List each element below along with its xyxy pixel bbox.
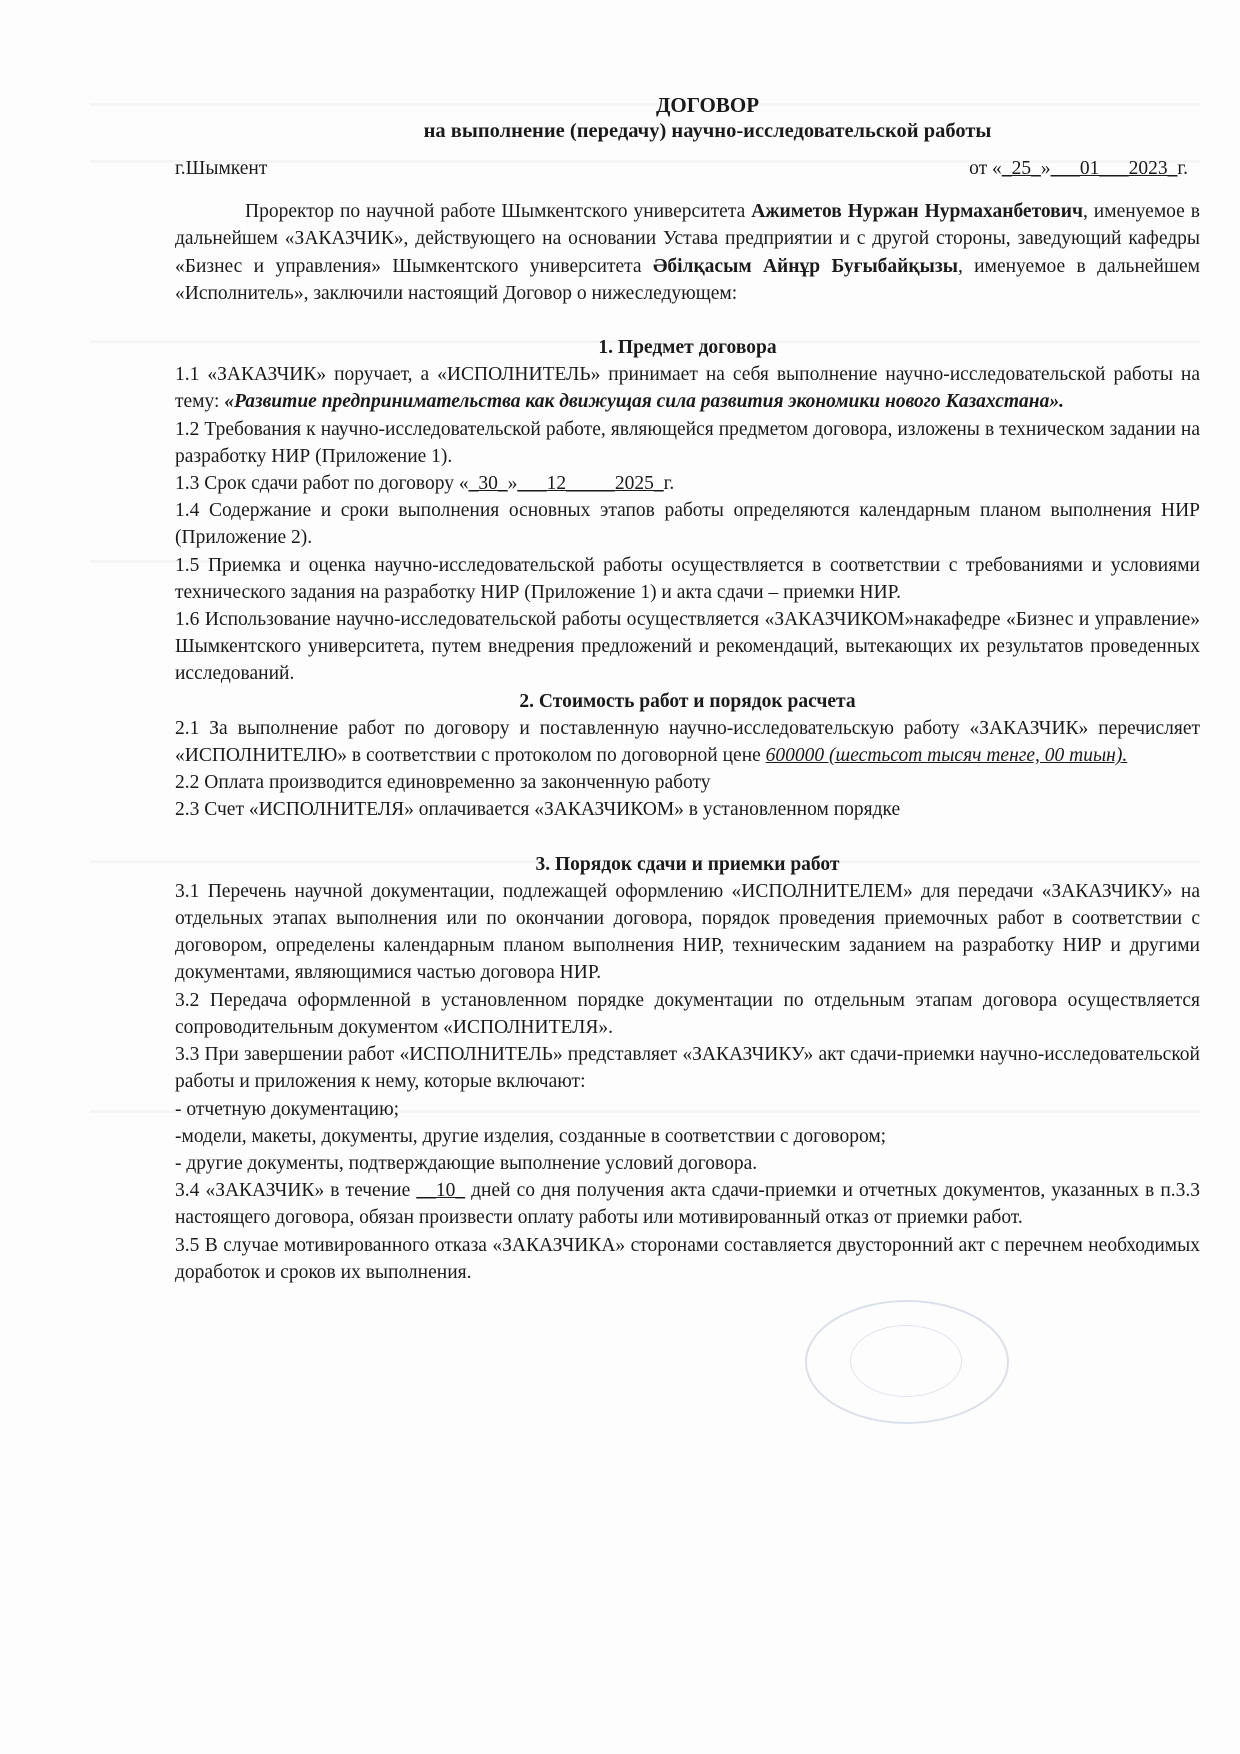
- list-item: - отчетную документацию;: [175, 1098, 400, 1120]
- place-date-row: [175, 155, 1200, 182]
- section-3-heading: 3. Порядок сдачи и приемки работ: [535, 853, 840, 875]
- list-item: -модели, макеты, документы, другие изделия, созданные в соответствии с договором;: [175, 1125, 887, 1147]
- clause-1-5: 1.5 Приемка и оценка научно-исследовательской работы осуществляется в соответствии с требованиями и условиями технического задания на разработку НИР (Приложение 1) и акта сдачи – приемки НИР.: [175, 554, 1200, 603]
- clause-1-1: 1.1 «ЗАКАЗЧИК» поручает, а «ИСПОЛНИТЕЛЬ» принимает на себя выполнение научно-исследовательской работы на тему: «Развитие предпринимательства как движущая сила развития экономики нового Казахстана».: [175, 364, 1200, 413]
- spacer: [175, 307, 1200, 334]
- executor-name: Әбілқасым Айнұр Буғыбайқызы: [652, 255, 958, 277]
- clause-3-2: 3.2 Передача оформленной в установленном порядке документации по отдельным этапам договора осуществляется сопроводительным документом «ИСПОЛНИТЕЛЯ».: [175, 989, 1200, 1038]
- spacer: [175, 824, 1200, 851]
- research-topic: «Развитие предпринимательства как движущая сила развития экономики нового Казахстана».: [224, 391, 1064, 413]
- section-1-heading: 1. Предмет договора: [598, 337, 777, 359]
- clause-1-2: 1.2 Требования к научно-исследовательской работе, являющейся предметом договора, изложены в техническом задании на разработку НИР (Приложение 1).: [175, 418, 1200, 467]
- date-month: ___01___: [1050, 158, 1129, 179]
- date-year: 2023_: [1128, 158, 1178, 179]
- clause-2-3: 2.3 Счет «ИСПОЛНИТЕЛЯ» оплачивается «ЗАКАЗЧИКОМ» в установленном порядке: [175, 799, 901, 821]
- date-day: _25_: [1001, 158, 1041, 179]
- clause-1-4: 1.4 Содержание и сроки выполнения основных этапов работы определяются календарным планом выполнения НИР (Приложение 2).: [175, 500, 1200, 549]
- clause-3-1: 3.1 Перечень научной документации, подлежащей оформлению «ИСПОЛНИТЕЛЕМ» для передачи «ЗАКАЗЧИКУ» на отдельных этапах выполнения или по окончании договора, порядок проведения приемочных работ в соответствии с договором, определены календарным планом выполнения НИР, техническим заданием на разработку НИР и другими документами, являющимися частью договора НИР.: [175, 880, 1200, 984]
- contract-date: от «_25_»___01___2023_г.: [969, 158, 1188, 179]
- city: г.Шымкент: [175, 158, 268, 179]
- list-item: - другие документы, подтверждающие выполнение условий договора.: [175, 1152, 758, 1174]
- clause-1-3: 1.3 Срок сдачи работ по договору «_30_»___12_____2025_г.: [175, 473, 675, 495]
- clause-2-1: 2.1 За выполнение работ по договору и поставленную научно-исследовательскую работу «ЗАКАЗЧИК» перечисляет «ИСПОЛНИТЕЛЮ» в соответствии с протоколом по договорной цене 600000 (шестьсот тысяч тенге, 00 тиын).: [175, 717, 1200, 767]
- clause-1-6: 1.6 Использование научно-исследовательской работы осуществляется «ЗАКАЗЧИКОМ»накафедре «Бизнес и управление» Шымкентского университета, путем внедрения предложений и рекомендаций, вытекающих их результатов проведенных исследований.: [175, 609, 1200, 685]
- customer-name: Ажиметов Нуржан Нурмаханбетович: [751, 201, 1083, 223]
- stamp-imprint-inner: [850, 1325, 962, 1397]
- section-2-heading: 2. Стоимость работ и порядок расчета: [519, 690, 856, 712]
- document-subtitle: на выполнение (передачу) научно-исследовательской работы: [423, 120, 992, 142]
- contract-body: [175, 92, 1200, 1286]
- clause-3-3: 3.3 При завершении работ «ИСПОЛНИТЕЛЬ» представляет «ЗАКАЗЧИКУ» акт сдачи-приемки научно-исследовательской работы и приложения к нему, которые включают:: [175, 1044, 1200, 1093]
- document-title: ДОГОВОР: [655, 93, 760, 117]
- clause-3-4: 3.4 «ЗАКАЗЧИК» в течение __10_ дней со дня получения акта сдачи-приемки и отчетных документов, указанных в п.3.3 настоящего договора, обязан произвести оплату работы или мотивированный отказ от приемки работ.: [175, 1180, 1200, 1229]
- intro-paragraph: Проректор по научной работе Шымкентского университета Ажиметов Нуржан Нурмаханбетович, именуемое в дальнейшем «ЗАКАЗЧИК», действующего на основании Устава предприятии и с другой стороны, заведующий кафедры «Бизнес и управления» Шымкентского университета Әбілқасым Айнұр Буғыбайқызы, именуемое в дальнейшем «Исполнитель», заключили настоящий Договор о нижеследующем:: [175, 201, 1200, 304]
- clause-3-5: 3.5 В случае мотивированного отказа «ЗАКАЗЧИКА» сторонами составляется двусторонний акт с перечнем необходимых доработок и сроков их выполнения.: [175, 1234, 1200, 1283]
- contract-price: 600000 (шестьсот тысяч тенге, 00 тиын).: [765, 745, 1128, 767]
- clause-2-2: 2.2 Оплата производится единовременно за законченную работу: [175, 772, 711, 794]
- payment-days: __10_: [416, 1180, 466, 1202]
